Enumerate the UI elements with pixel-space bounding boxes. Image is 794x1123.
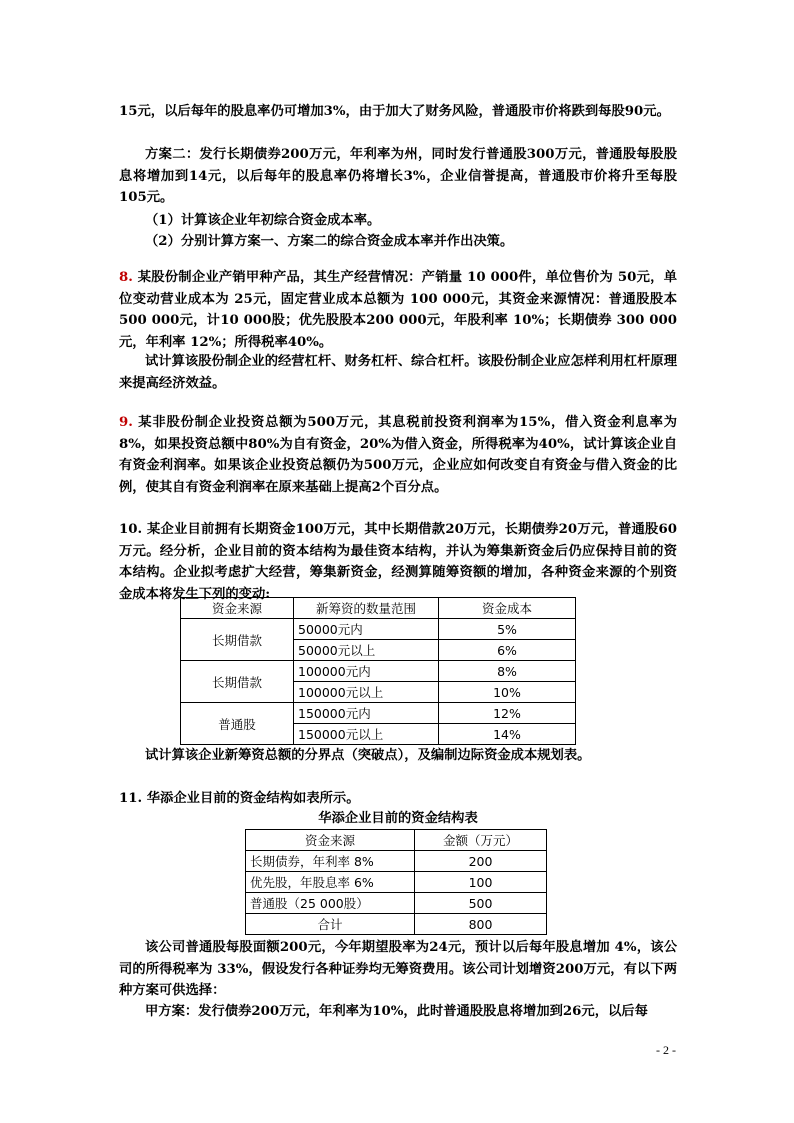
range-cell: 100000元以上 — [294, 682, 439, 703]
question-9 — [119, 412, 677, 498]
paragraph-plan-two: 方案二：发行长期债券200万元，年利率为州，同时发行普通股300万元，普通股每股股息将增加到14元，以后每年的股息率仍将增长3%，企业信誉提高，普通股市价将升至每股105元。 — [119, 147, 677, 205]
paragraph-continuation: 15元，以后每年的股息率仍可增加3%，由于加大了财务风险，普通股市价将跌到每股90元。 — [119, 104, 670, 119]
table-row — [246, 872, 547, 893]
source-cell: 长期债券，年利率 8% — [246, 851, 415, 872]
table-header-row — [181, 598, 576, 619]
cost-cell: 12% — [439, 703, 576, 724]
range-cell: 150000元以上 — [294, 724, 439, 745]
question-9-number: 9. — [119, 415, 133, 430]
table-row — [181, 661, 576, 682]
question-11: 11. 华添企业目前的资金结构如表所示。 — [119, 791, 360, 806]
source-cell: 普通股（25 000股） — [246, 893, 415, 914]
question-part-2: （2）分别计算方案一、方案二的综合资金成本率并作出决策。 — [145, 234, 514, 249]
amount-cell: 200 — [415, 851, 547, 872]
source-cell: 长期借款 — [181, 619, 294, 661]
table-header-row — [246, 830, 547, 851]
amount-cell: 100 — [415, 872, 547, 893]
cost-cell: 8% — [439, 661, 576, 682]
question-8-text: 某股份制企业产销甲种产品，其生产经营情况：产销量 10 000件，单位售价为 50元，单位变动营业成本为 25元，固定营业成本总额为 100 000元，其资金来源情况：普通股股本500 000元，计10 000股；优先股股本200 000元，年股利率 10%；长期债券 300 000元，年利率 12%；所得税率40%。 — [119, 270, 677, 350]
table-row — [246, 893, 547, 914]
table-header-cell: 金额（万元） — [415, 830, 547, 851]
range-cell: 50000元以上 — [294, 640, 439, 661]
range-cell: 150000元内 — [294, 703, 439, 724]
range-cell: 100000元内 — [294, 661, 439, 682]
question-10: 10. 某企业目前拥有长期资金100万元，其中长期借款20万元，长期债券20万元，普通股60万元。经分析，企业目前的资本结构为最佳资本结构，并认为筹集新资金后仍应保持目前的资本结构。企业拟考虑扩大经营，筹集新资金，经测算随筹资额的增加，各种资金来源的个别资金成本将发生下列的变动: — [119, 522, 677, 602]
source-cell: 长期借款 — [181, 661, 294, 703]
total-amount-cell: 800 — [415, 914, 547, 935]
table-header-cell: 资金来源 — [181, 598, 294, 619]
amount-cell: 500 — [415, 893, 547, 914]
table-caption: 华添企业目前的资金结构表 — [318, 811, 478, 826]
cost-cell: 10% — [439, 682, 576, 703]
question-8 — [119, 267, 677, 353]
question-11-plan-a: 甲方案：发行债券200万元，年利率为10%，此时普通股股息将增加到26元，以后每 — [145, 1004, 648, 1019]
question-9-text: 某非股份制企业投资总额为500万元，其息税前投资利润率为15%，借入资金利息率为8%，如果投资总额中80%为自有资金，20%为借入资金，所得税率为40%，试计算该企业自有资金利润率。如果该企业投资总额仍为500万元，企业应如何改变自有资金与借入资金的比例，使其自有资金利润率在原来基础上提高2个百分点。 — [119, 415, 677, 495]
total-label-cell: 合计 — [246, 914, 415, 935]
table-header-cell: 资金成本 — [439, 598, 576, 619]
table-header-cell: 新筹资的数量范围 — [294, 598, 439, 619]
source-cell: 普通股 — [181, 703, 294, 745]
page-number: - 2 - — [656, 1043, 676, 1057]
table-row — [181, 619, 576, 640]
question-part-1: （1）计算该企业年初综合资金成本率。 — [145, 213, 381, 228]
table-row — [246, 914, 547, 935]
table-row — [246, 851, 547, 872]
cost-cell: 6% — [439, 640, 576, 661]
source-cell: 优先股，年股息率 6% — [246, 872, 415, 893]
capital-structure-table — [245, 829, 547, 935]
funding-cost-table — [180, 597, 576, 745]
question-11-details: 该公司普通股每股面额200元，今年期望股率为24元，预计以后每年股息增加 4%，该公司的所得税率为 33%，假设发行各种证券均无筹资费用。该公司计划增资200万元，有以下两种方案可供选择： — [119, 940, 677, 998]
cost-cell: 14% — [439, 724, 576, 745]
question-8-task: 试计算该股份制企业的经营杠杆、财务杠杆、综合杠杆。该股份制企业应怎样利用杠杆原理来提高经济效益。 — [119, 354, 677, 391]
range-cell: 50000元内 — [294, 619, 439, 640]
table-header-cell: 资金来源 — [246, 830, 415, 851]
cost-cell: 5% — [439, 619, 576, 640]
table-row — [181, 703, 576, 724]
question-8-number: 8. — [119, 270, 133, 285]
question-10-task: 试计算该企业新筹资总额的分界点（突破点），及编制边际资金成本规划表。 — [145, 748, 591, 763]
